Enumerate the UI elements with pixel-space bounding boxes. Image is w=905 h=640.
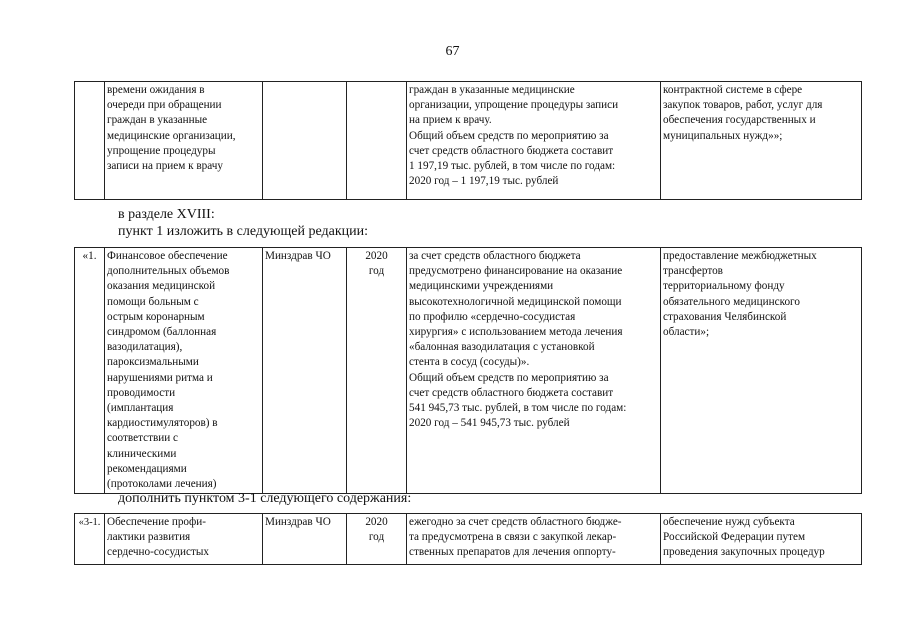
cell-line: обеспечения государственных и: [663, 114, 816, 127]
cell-line: территориальному фонду: [663, 280, 785, 293]
cell-line: соответствии с: [107, 432, 178, 445]
cell-line: обеспечение нужд субъекта: [663, 516, 795, 528]
cell-line: Российской Федерации путем: [663, 531, 806, 544]
cell-line: вазодилатация),: [107, 341, 183, 354]
cell-line: Общий объем средств по мероприятию за: [409, 129, 609, 142]
responsible-cell: Минздрав ЧО: [263, 248, 347, 494]
cell-line: Финансовое обеспечение: [107, 250, 228, 262]
cell-line: страхования Челябинской: [663, 310, 787, 323]
responsible-cell: Минздрав ЧО: [263, 514, 347, 565]
cell-line: лактики развития: [107, 531, 191, 544]
num-cell: «1.: [75, 248, 105, 494]
measure-cell: [105, 514, 263, 565]
cell-line: Обеспечение профи-: [107, 516, 206, 528]
description-cell: [407, 248, 661, 494]
cell-line: 1 197,19 тыс. рублей, в том числе по годам:: [409, 160, 616, 173]
cell-line: хирургия» с использованием метода лечения: [409, 326, 623, 339]
measure-cell: [105, 248, 263, 494]
mechanism-cell: [661, 514, 862, 565]
cell-line: ственных препаратов для лечения оппорту-: [409, 546, 616, 559]
section-heading: в разделе XVIII:: [118, 207, 215, 222]
cell-line: синдромом (баллонная: [107, 326, 217, 339]
cell-line: счет средств областного бюджета составит: [409, 144, 614, 157]
table-row: [75, 514, 862, 565]
num-cell: «3-1.: [75, 514, 105, 565]
cell-line: кардиостимуляторов) в: [107, 417, 218, 430]
cell-line: ежегодно за счет средств областного бюдже-: [409, 516, 622, 528]
cell-line: (имплантация: [107, 402, 174, 415]
cell-line: рекомендациями: [107, 462, 187, 475]
cell-line: 541 945,73 тыс. рублей, в том числе по годам:: [409, 402, 627, 415]
term-cell: [347, 248, 407, 494]
cell-line: организации, упрощение процедуры записи: [409, 99, 619, 112]
cell-line: предоставление межбюджетных: [663, 250, 817, 262]
cell-line: острым коронарным: [107, 310, 205, 323]
cell-line: закупок товаров, работ, услуг для: [663, 99, 823, 112]
instruction-heading: дополнить пунктом 3-1 следующего содержания:: [118, 491, 412, 506]
cell-line: обязательного медицинского: [663, 295, 800, 308]
cell-line: сердечно-сосудистых: [107, 546, 210, 559]
cell-line: муниципальных нужд»»;: [663, 129, 783, 142]
cell-line: области»;: [663, 326, 710, 339]
cell-line: за счет средств областного бюджета: [409, 250, 581, 262]
cell-line: 2020: [365, 516, 388, 528]
cell-line: проводимости: [107, 386, 176, 399]
cell-line: год: [368, 531, 385, 544]
cell-line: «балонная вазодилатация с установкой: [409, 341, 595, 354]
table-row: [75, 248, 862, 494]
cell-line: оказания медицинской: [107, 280, 216, 293]
cell-line: 2020 год – 541 945,73 тыс. рублей: [409, 417, 570, 430]
cell-line: высокотехнологичной медицинской помощи: [409, 295, 622, 308]
num-cell: [75, 82, 105, 200]
cell-line: счет средств областного бюджета составит: [409, 386, 614, 399]
measure-cell: [105, 82, 263, 200]
cell-line: по профилю «сердечно-сосудистая: [409, 310, 576, 323]
mechanism-cell: [661, 82, 862, 200]
responsible-cell: [263, 82, 347, 200]
cell-line: пароксизмальными: [107, 356, 199, 369]
mechanism-cell: [661, 248, 862, 494]
cell-line: (протоколами лечения): [107, 478, 217, 491]
cell-line: 2020 год – 1 197,19 тыс. рублей: [409, 175, 559, 188]
cell-line: очереди при обращении: [107, 99, 222, 112]
table-continuation: [74, 81, 862, 200]
table-row: [75, 82, 862, 200]
description-cell: [407, 82, 661, 200]
page-number: 67: [445, 44, 460, 59]
cell-line: на прием к врачу.: [409, 114, 492, 127]
table-item-3-1: [74, 513, 862, 565]
table-item-1: [74, 247, 862, 494]
cell-line: помощи больным с: [107, 295, 199, 308]
cell-line: нарушениями ритма и: [107, 371, 213, 384]
cell-line: клиническими: [107, 447, 177, 460]
cell-line: 2020: [365, 250, 388, 262]
cell-line: дополнительных объемов: [107, 265, 230, 278]
term-cell: [347, 514, 407, 565]
cell-line: граждан в указанные медицинские: [409, 84, 575, 96]
description-cell: [407, 514, 661, 565]
cell-line: предусмотрено финансирование на оказание: [409, 265, 623, 278]
term-cell: [347, 82, 407, 200]
cell-line: записи на прием к врачу: [107, 160, 223, 173]
cell-line: стента в сосуд (сосуды)».: [409, 356, 530, 369]
cell-line: та предусмотрена в связи с закупкой лекар-: [409, 531, 617, 544]
cell-line: Общий объем средств по мероприятию за: [409, 371, 609, 384]
instruction-heading: пункт 1 изложить в следующей редакции:: [118, 224, 368, 239]
cell-line: медицинские организации,: [107, 129, 236, 142]
cell-line: граждан в указанные: [107, 114, 208, 127]
cell-line: проведения закупочных процедур: [663, 546, 825, 559]
cell-line: медицинскими учреждениями: [409, 280, 554, 293]
cell-line: контрактной системе в сфере: [663, 84, 803, 96]
cell-line: упрощение процедуры: [107, 144, 216, 157]
cell-line: времени ожидания в: [107, 84, 205, 96]
cell-line: трансфертов: [663, 265, 723, 278]
cell-line: год: [368, 265, 385, 278]
